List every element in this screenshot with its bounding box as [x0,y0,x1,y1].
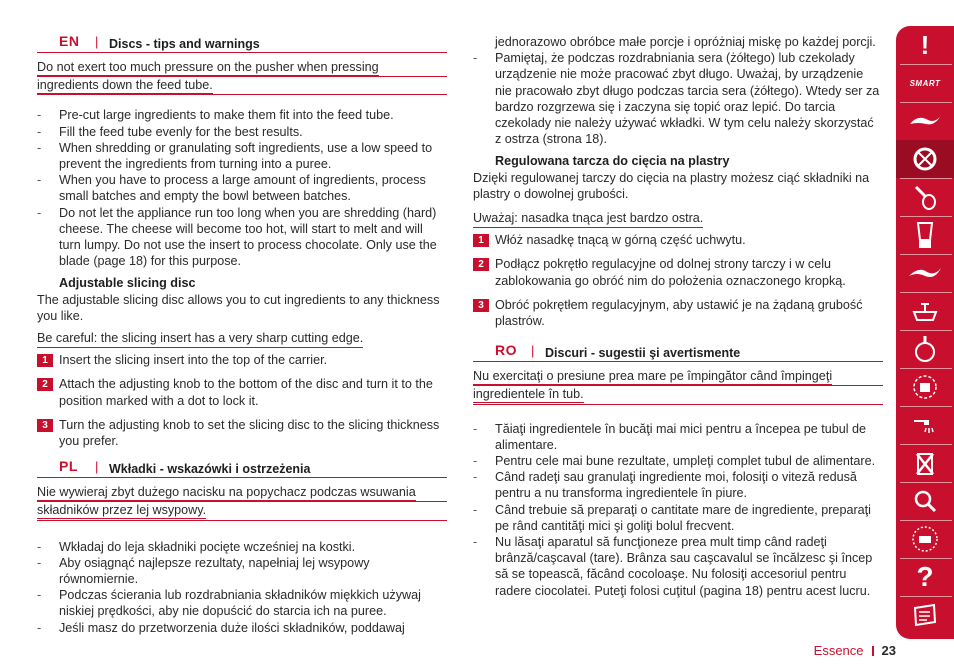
section-header-en [37,34,447,53]
warning-en [37,59,447,95]
recycle-icon [912,448,938,478]
tips-list-pl [37,539,447,636]
step-number-badge: 1 [473,234,489,247]
header-separator: | [531,343,535,359]
step-number-badge: 3 [37,419,53,432]
lang-code-en: EN [59,33,80,49]
lang-code-ro: RO [495,342,517,359]
subheading-en: Adjustable slicing disc [59,276,196,291]
list-item: - Pre-cut large ingredients to make them fit into the feed tube. [37,107,447,123]
warning-ro [473,368,883,404]
caution-pl-text: Uważaj: nasadka tnąca jest bardzo ostra. [473,211,703,228]
list-item: - Jeśli masz do przetworzenia duże ilości składników, poddawaj [37,620,447,636]
step-text: Podłącz pokrętło regulacyjne od dolnej strony tarczy i w celu zablokowania go obróć nim do położenia oznaczonego kropką. [495,257,846,288]
step-text: Turn the adjusting knob to set the slicing disc to the slicing thickness you prefer. [59,417,440,449]
list-item: - Când radeţi sau granulaţi ingrediente moi, folosiţi o viteză redusă pentru a nu transforma ingredientele în piure. [473,469,883,501]
left-column [37,34,447,642]
list-item: - Nu lăsaţi aparatul să funcţioneze prea mult timp când radeţi brânză/caşcaval (tare). Brânza sau caşcavalul se încălzesc şi încep să se topească, făcând cocoloaşe. Nu folosiţi accesoriul pentru radere ciocolatei. Puteţi folosi cuţitul (pagina 18) pentru acest lucru. [473,534,883,599]
caution-pl [473,210,883,226]
tab-kneading[interactable] [896,254,954,292]
step-number-badge: 3 [473,299,489,312]
tab-blender[interactable] [896,216,954,254]
page-footer [814,643,896,658]
tips-list-ro [473,421,883,599]
list-item: - Fill the feed tube evenly for the best results. [37,124,447,140]
list-item: - Aby osiągnąć najlepsze rezultaty, napełniaj lej wsypowy równomiernie. [37,555,447,587]
section-title-pl: Wkładki - wskazówki i ostrzeżenia [109,462,311,477]
list-item: - Tăiaţi ingredientele în bucăţi mai mici pentru a începea pe tubul de alimentare. [473,421,883,453]
list-item: - Pentru cele mai bune rezultate, umpleţi complet tubul de alimentare. [473,453,883,469]
warning-en-line-2: ingredients down the feed tube. [37,78,213,93]
step-number-badge: 1 [37,354,53,367]
list-item: - When shredding or granulating soft ingredients, use a low speed to prevent the ingredients from turning into a puree. [37,140,447,172]
tab-recipes[interactable] [896,596,954,634]
step-number-badge: 2 [473,258,489,271]
guarantee-icon [910,524,940,554]
header-separator: | [95,459,99,475]
tab-troubleshooting[interactable] [896,482,954,520]
kneading-icon [907,264,943,282]
step-item [473,297,883,329]
footer-brand: Essence [813,643,864,658]
tab-whisk[interactable] [896,178,954,216]
tab-environment[interactable] [896,444,954,482]
section-header-ro [473,343,883,362]
step-item [37,376,447,408]
subheading-pl: Regulowana tarcza do cięcia na plastry [495,154,730,169]
header-separator: | [95,34,99,49]
tab-juicer[interactable] [896,330,954,368]
tab-discs[interactable] [896,140,954,178]
warning-ro-line-2: ingredientele în tub. [473,387,584,402]
step-item [473,256,883,288]
step-number-badge: 2 [37,378,53,391]
chapter-tab-sidebar [896,26,954,639]
list-item: - Podczas ścierania lub rozdrabniania składników miękkich używaj niskiej prędkości, aby nie dopuścić do starcia ich na puree. [37,587,447,619]
list-item-continued: jednorazowo obróbce małe porcje i opróżniaj miskę po każdej porcji. [495,35,876,49]
step-text: Obróć pokrętłem regulacyjnym, aby ustawić je na żądaną grubość plastrów. [495,297,863,329]
recipes-icon [912,603,938,627]
intro-en: The adjustable slicing disc allows you to cut ingredients to any thickness you like. [37,292,440,323]
tab-cleaning[interactable] [896,406,954,444]
right-column [473,34,883,605]
warning-ro-line-1: Nu exercitaţi o presiune prea mare pe împingător când împingeţi [473,369,833,384]
list-item: - When you have to process a large amount of ingredients, process small batches and empty the bowl between batches. [37,172,447,204]
footer-divider [872,646,874,656]
help-icon: ? [916,561,934,592]
list-item: - Când trebuie să preparaţi o cantitate mare de ingrediente, preparaţi pe rând cantităţi mici şi goliţi bolul frecvent. [473,502,883,534]
tab-storage[interactable] [896,368,954,406]
tab-smart-control[interactable] [896,64,954,102]
intro-pl: Dzięki regulowanej tarczy do cięcia na plastry możesz ciąć składniki na plastry o dowolnej grubości. [473,170,870,201]
section-title-ro: Discuri - sugestii şi avertismente [545,346,741,361]
juicer-icon [913,334,937,364]
caution-en [37,330,447,346]
tips-list-en [37,107,447,269]
warning-icon: ! [920,29,930,60]
tab-blade[interactable] [896,102,954,140]
whisk-icon [912,183,938,211]
page-number: 23 [881,643,896,658]
smart-control-icon: SMART [909,78,941,88]
list-item: - Pamiętaj, że podczas rozdrabniania sera (żółtego) lub czekolady urządzenie nie może pracować zbyt długo. Uważaj, by urządzenie nie pracowało zbyt długo podczas tarcia sera (żółtego). Wtedy ser za bardzo rozgrzewa się i zaczyna się topić oraz lepić. Do tarcia czekolady nie należy używać wkładki. W tym celu należy skorzystać z ostrza (strona 18). [473,50,883,147]
tips-list-pl-cont [473,50,883,147]
tab-help[interactable] [896,558,954,596]
warning-pl-line-2: składników przez lej wsypowy. [37,503,207,518]
caution-en-text: Be careful: the slicing insert has a very sharp cutting edge. [37,331,363,348]
lang-code-pl: PL [59,458,78,475]
tab-guarantee[interactable] [896,520,954,558]
warning-en-line-1: Do not exert too much pressure on the pusher when pressing [37,60,379,74]
citrus-press-icon [910,298,940,324]
step-item [473,232,883,248]
step-item [37,352,447,368]
tab-citrus-press[interactable] [896,292,954,330]
step-text: Attach the adjusting knob to the bottom of the disc and turn it to the position marked with a dot to lock it. [59,377,433,408]
step-item [37,417,447,449]
cleaning-icon [911,412,939,438]
section-header-pl [37,459,447,478]
tab-warnings[interactable] [896,26,954,64]
disc-icon [911,145,939,173]
storage-icon [911,373,939,401]
blade-icon [908,112,942,130]
warning-pl [37,484,447,520]
list-item: - Do not let the appliance run too long when you are shredding (hard) cheese. The cheese will become too hot, will start to melt and will turn lumpy. Do not use the insert to process chocolate. Only use the blade (page 18) for this purpose. [37,205,447,270]
blender-icon [914,220,936,250]
step-text: Insert the slicing insert into the top of the carrier. [59,353,328,368]
list-item: - Wkładaj do leja składniki pocięte wcześniej na kostki. [37,539,447,555]
search-icon [912,488,938,514]
warning-pl-line-1: Nie wywieraj zbyt dużego nacisku na popychacz podczas wsuwania [37,485,416,500]
section-title-en: Discs - tips and warnings [109,37,260,51]
step-text: Włóż nasadkę tnącą w górną część uchwytu. [495,233,746,248]
